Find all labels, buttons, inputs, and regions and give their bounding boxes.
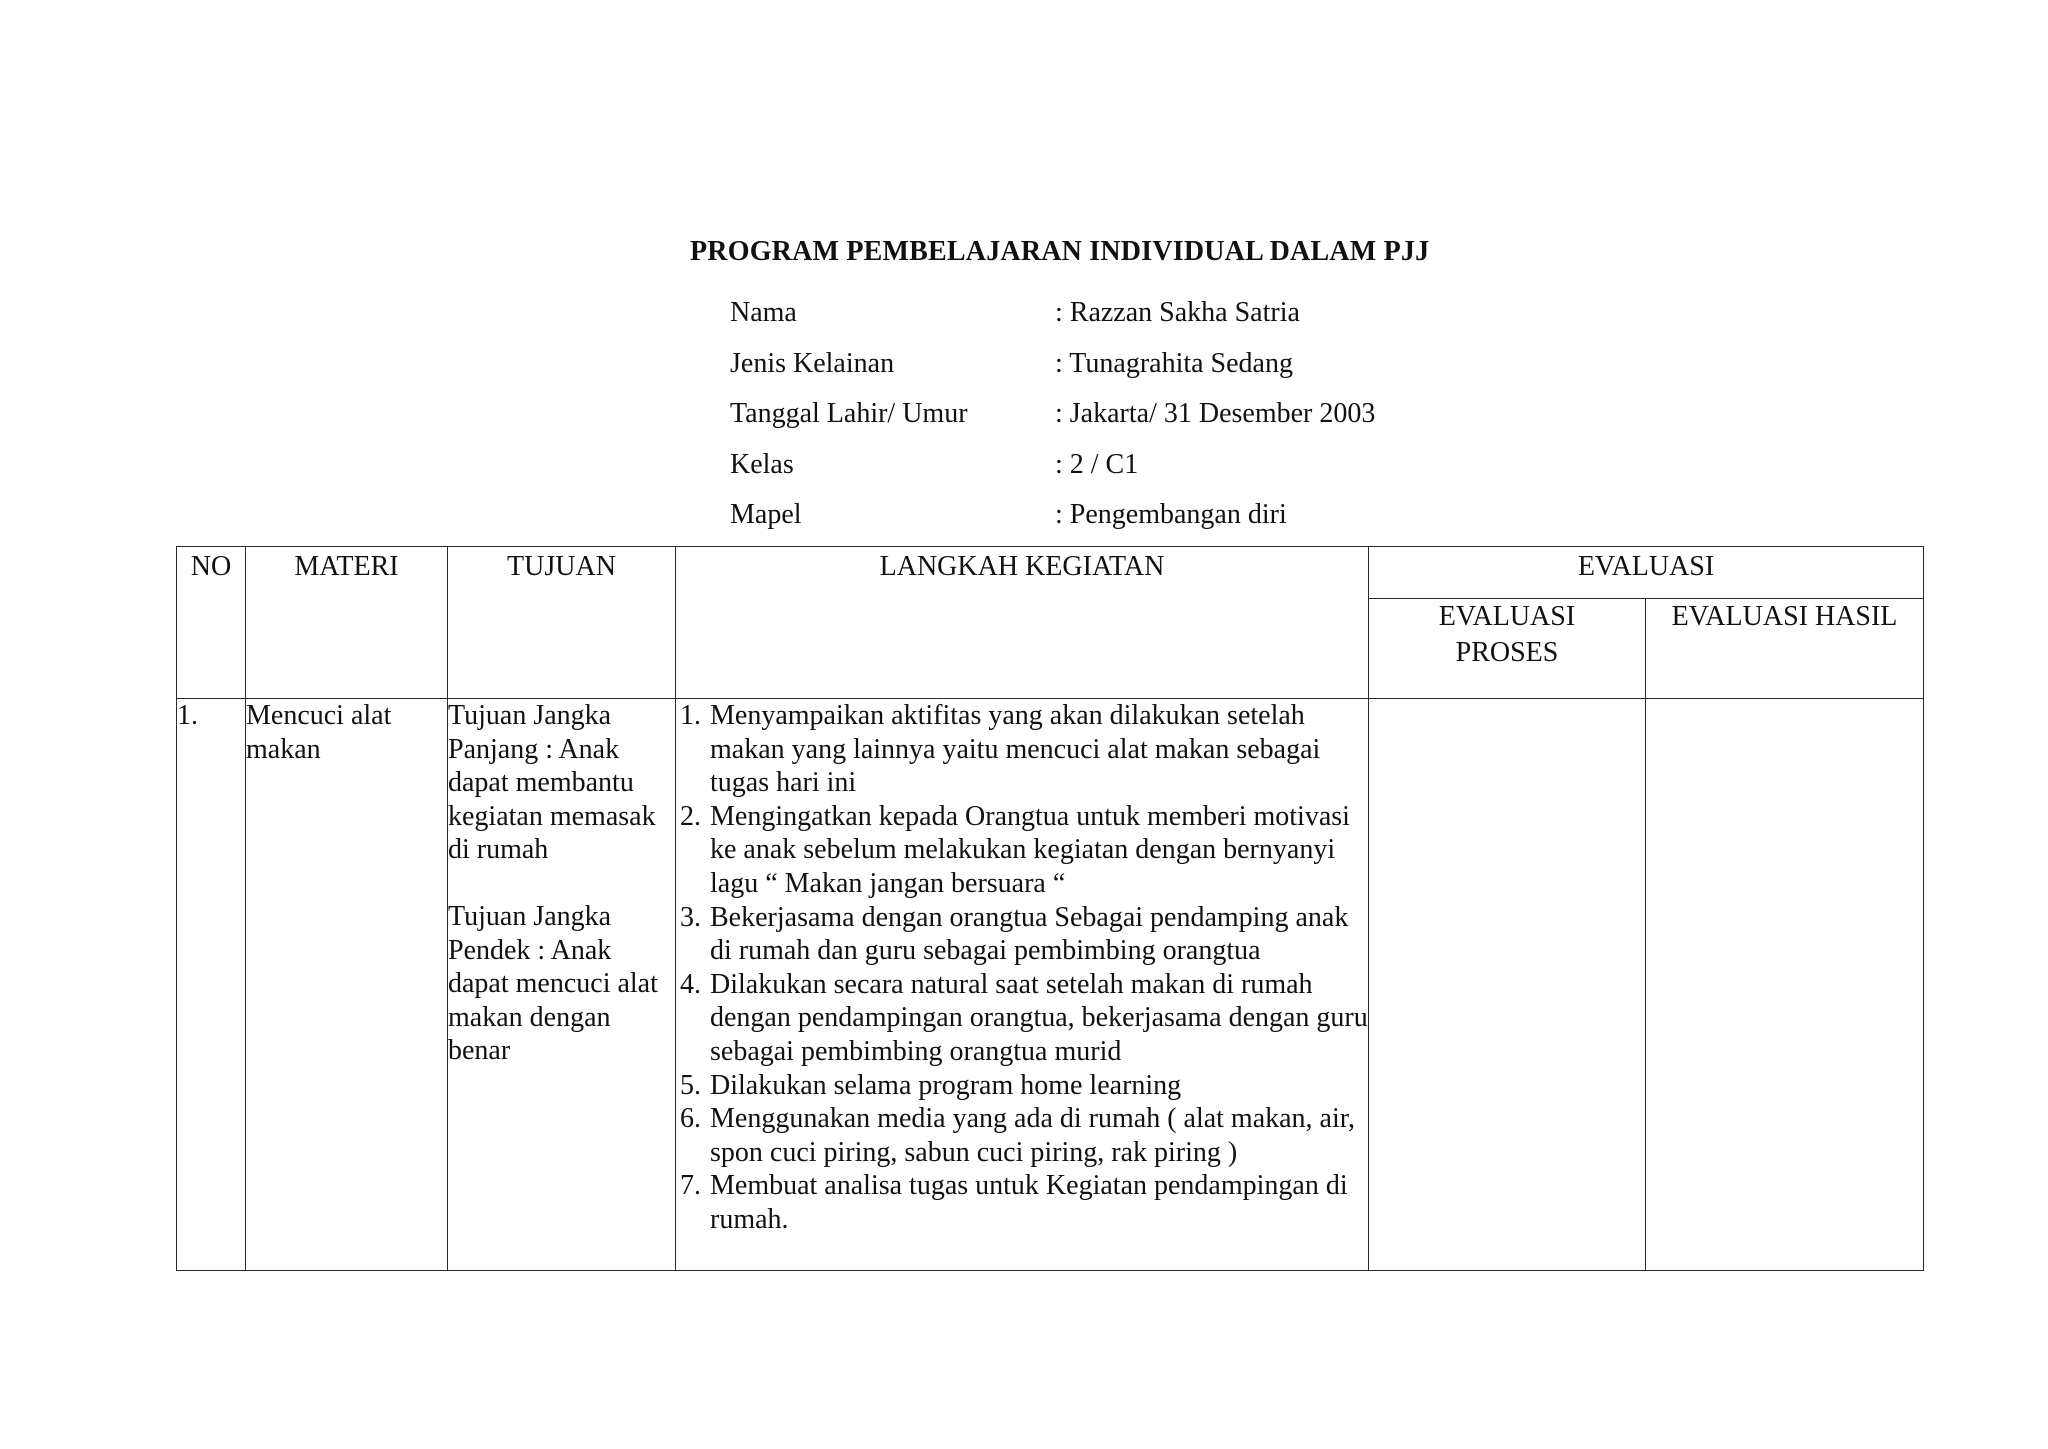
tujuan-jangka-pendek: Tujuan Jangka Pendek : Anak dapat mencuci alat makan dengan benar: [448, 901, 658, 1066]
info-label: Jenis Kelainan: [730, 347, 895, 379]
header-evaluasi-hasil: EVALUASI HASIL: [1646, 599, 1924, 699]
cell-tujuan: [448, 699, 676, 1271]
info-value: : Jakarta/ 31 Desember 2003: [1055, 398, 1376, 429]
table-header-row: [177, 547, 1924, 599]
learning-plan-table: [176, 546, 1924, 1271]
header-materi: MATERI: [246, 547, 448, 699]
langkah-item: 3. Bekerjasama dengan orangtua Sebagai pendamping anak di rumah dan guru sebagai pembimbing orangtua: [708, 901, 1368, 968]
cell-materi: Mencuci alat makan: [246, 699, 448, 1271]
cell-langkah-kegiatan: [676, 699, 1369, 1271]
info-value: : 2 / C1: [1055, 448, 1139, 480]
header-evaluasi-proses: [1369, 599, 1646, 699]
info-row-mapel: [730, 490, 1555, 541]
header-no: NO: [177, 547, 246, 699]
langkah-item: 5. Dilakukan selama program home learning: [708, 1069, 1368, 1103]
tujuan-jangka-panjang: Tujuan Jangka Panjang : Anak dapat membantu kegiatan memasak di rumah: [448, 700, 656, 865]
info-label: Tanggal Lahir/ Umur: [730, 398, 968, 429]
tujuan-spacer: [448, 867, 675, 901]
header-tujuan: TUJUAN: [448, 547, 676, 699]
langkah-list: [676, 699, 1368, 1237]
student-info: [730, 288, 1555, 541]
header-evaluasi: EVALUASI: [1369, 547, 1924, 599]
info-value: : Tunagrahita Sedang: [1055, 347, 1293, 379]
info-row-kelas: [730, 440, 1555, 491]
langkah-item: 7. Membuat analisa tugas untuk Kegiatan pendampingan di rumah.: [708, 1169, 1368, 1236]
info-label: Nama: [730, 297, 797, 328]
info-row-nama: [730, 288, 1555, 339]
cell-evaluasi-hasil: [1646, 699, 1924, 1271]
cell-no: 1.: [177, 699, 246, 1271]
info-label: Kelas: [730, 448, 794, 480]
langkah-item: 6. Menggunakan media yang ada di rumah ( alat makan, air, spon cuci piring, sabun cuci piring, rak piring ): [708, 1102, 1368, 1169]
info-row-tanggal-lahir: [730, 389, 1555, 440]
table-row: [177, 699, 1924, 1271]
langkah-item: 2. Mengingatkan kepada Orangtua untuk memberi motivasi ke anak sebelum melakukan kegiatan dengan bernyanyi lagu “ Makan jangan bersuara “: [708, 800, 1368, 901]
info-label: Mapel: [730, 499, 802, 530]
langkah-item: 1. Menyampaikan aktifitas yang akan dilakukan setelah makan yang lainnya yaitu mencuci alat makan sebagai tugas hari ini: [708, 699, 1368, 800]
info-value: : Pengembangan diri: [1055, 499, 1287, 530]
header-langkah-kegiatan: LANGKAH KEGIATAN: [676, 547, 1369, 699]
langkah-item: 4. Dilakukan secara natural saat setelah makan di rumah dengan pendampingan orangtua, bekerjasama dengan guru sebagai pembimbing orangtua murid: [708, 968, 1368, 1069]
info-row-jenis-kelainan: [730, 339, 1555, 390]
info-value: : Razzan Sakha Satria: [1055, 297, 1300, 328]
cell-evaluasi-proses: [1369, 699, 1646, 1271]
document-title: PROGRAM PEMBELAJARAN INDIVIDUAL DALAM PJJ: [690, 236, 1430, 267]
header-evaluasi-proses-line2: PROSES: [1455, 637, 1559, 668]
header-evaluasi-proses-line1: EVALUASI: [1438, 601, 1576, 632]
